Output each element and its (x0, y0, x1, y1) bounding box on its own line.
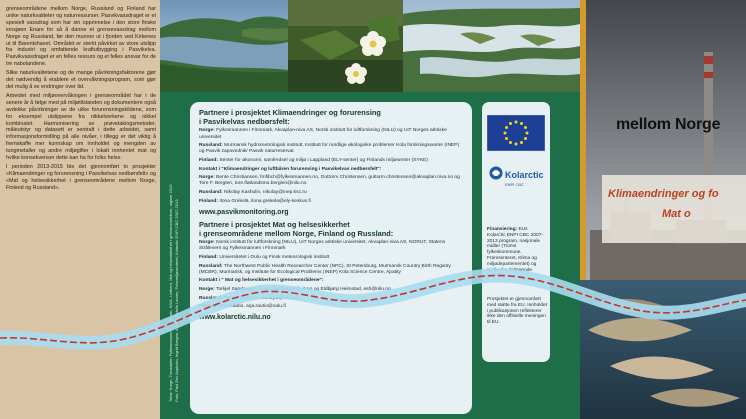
cover-panel (580, 0, 746, 419)
entry-text: Bente Christiansen, fmfibch@fylkesmannen.no, Guttorm Christensen, guttorm.christensen@akvaplan.niva.no og Tore F. Berglen, tore.flatlandsmo.berglen@nilu.no (199, 175, 460, 187)
project2-entry (199, 287, 464, 293)
funding-text (487, 227, 547, 279)
entry-label: Russland: (199, 295, 223, 301)
middle-partners-panel (160, 0, 580, 419)
project1-entry (199, 128, 464, 140)
pasvik-monitoring-link[interactable]: www.pasvikmonitoring.org (199, 208, 289, 216)
entry-label: Finland: (199, 198, 219, 204)
project1-entry (199, 143, 464, 155)
entry-label: Russland: (199, 263, 223, 269)
funding-body: EUs Kolarctic ENPI CBC 2007-2013 program, nasjonale midler (Troms fylkeskommune, Framsenteret, Klima og miljødepartementet) og midler fra deltagende partnere. (487, 227, 543, 279)
entry-label: Norge: (199, 240, 215, 246)
kolarctic-logo-subtext: ENPI CBC (505, 182, 524, 187)
project2-entry (199, 296, 464, 302)
entry-label: Russland: (199, 143, 223, 149)
entry-text: Torkjel Sandanger, torkjel.sandanger@uit.no og Eldbjørg Heimstad, esh@nilu.no (216, 286, 391, 292)
project2-entry (199, 255, 464, 261)
entry-label: Finland: (199, 157, 219, 163)
cloudberry-flowers-photo (288, 0, 403, 92)
project1-heading-line2: i Pasvikelvas nedbørsfelt: (199, 117, 290, 126)
intro-paragraph: grenseområdene mellom Norge, Russland og Finland har unike naturkvaliteter og naturressurser. Pasvikvassdraget er et spesielt vassdrag som har sin opprinnelse i den store finske innsjøen Enare for så å danne et grensevassdrag mellom Norge og Russland, før den munner ut i fjorden ved Kirkenes ut til Barentshavet. Området er sterkt påvirket av store utslipp fra industri og omfattende kraftutbygging i Pasvikelva. Pasvikvassdraget er en felles ressurs og et felles ansvar for de tre nabolandene. (6, 6, 156, 68)
credits-line-2: Foto: Paul Eric Aspholm, Ingrid Bergan, Anna Sundelin Larsen, Polarmiljøsenteret, Kolarctic ENPI CBC 2007-2013 (174, 199, 179, 402)
entry-text: Senter for økonomi, samferdsel og miljø i Lappland (ELY-senter) og Finlands miljøsenter (SYKE) (219, 157, 428, 163)
cover-subtitle-line2: Mat o (662, 208, 691, 220)
entry-text: The Northwest Public Health Researcher Center (NPC), St Petersburg, Murmansk Country Birth Registry (MCBR), Murmansk, og Institute for Ecological Problems (INEP) Kola Science Centre, Apatity (199, 263, 451, 275)
kolarctic-logo-text: Kolarctic (505, 170, 544, 180)
entry-label: Norge: (199, 286, 215, 292)
lake-valley-photo (160, 0, 288, 92)
project2-entry (199, 304, 464, 310)
project1-entry (199, 158, 464, 164)
funding-label: Finansiering: (487, 227, 518, 232)
credits-line-1: Tekst: Norge, Tronsdalen Fylkesmannen i Finnmark, NIVA, Unifront, Mat og helsesikkerhet i grenseområdene, utgiver 2015 (168, 184, 173, 402)
eu-flag-icon (487, 115, 545, 151)
entry-label: Norge: (199, 128, 215, 134)
project2-contact-heading (199, 278, 464, 284)
project1-entry (199, 199, 464, 205)
entry-text: Alexey Dudarev, alexey.d@inbox.ru (223, 295, 301, 301)
cover-subtitle-line1: Klimaendringer og fo (608, 188, 719, 200)
project1-entry (199, 175, 464, 187)
project2-heading (199, 220, 464, 238)
monitoring-paragraph: Slike naturkvalitetene og de mange påvirkningsfaktorene gjør det nødvendig å etablere et overvåkningsprogram, som gjør det mulig å se endringer over tid. (6, 70, 156, 90)
project1-entry (199, 190, 464, 196)
river-delta-photo (403, 0, 580, 92)
pollution-paragraph: Arbeidet med miljøovervåkingen i grenseområdet har i de senere år å følge med på miljøtilstanden og dokumentere også avdekke påvirkninger av de ulike forurensningskildene, som for eksempel utslippene fra nikkelverkene og nikkel kombinatet. Harmonisering av prøvetakingsmetoder, måleutstyr og datasett er sentralt i dette arbeidet, samt informasjonsformidling på alle nivåer, i tillegg er det viktig å fremskaffe mer kunnskap om innholdet og mengden av tungmetaller og andre miljøgifter i lokalt innhentet mat og hvilke konsekvenser dette kan ha for folks helse. (6, 92, 156, 162)
entry-label: Kontakt i " Mat og helsesikkerhet i grenseområdene": (199, 278, 324, 284)
entry-text: Universitetet i Oulu og Finsk meteorologisk institutt (219, 254, 330, 260)
entry-text: Nikolay Kashulin, nikolay@inep.ksc.ru (224, 189, 307, 195)
left-text-panel (0, 0, 160, 419)
project1-heading-line1: Partnere i prosjektet Klimaendringer og forurensing (199, 108, 381, 117)
funding-box (482, 102, 550, 362)
entry-text: Arja Rautio, arja.rautio@oulu.fi (219, 304, 286, 310)
kolarctic-logo-icon (487, 164, 545, 194)
cover-subtitle-band (602, 175, 746, 243)
vertical-credits (162, 102, 184, 402)
eu-disclaimer: Prosjektet er gjennomført med støtte fra EU. Innholdet i publikasjonen reflekterer ikke den offisielle meningen til EU. (487, 297, 547, 326)
entry-text: Norsk institutt for luftforskning (NILU), UiT Norges arktiske universitet, Akvaplan-niva AS, NORUT, Statens Strålevern og Fylkesmannen i Finnmark (199, 240, 446, 252)
entry-label: Russland: (199, 189, 223, 195)
entry-text: Ilona Grekelä, ilona.grekela@ely-keskus.fi (219, 198, 311, 204)
entry-label: Finland: (199, 304, 219, 310)
project2-heading-line1: Partnere i prosjektet Mat og helsesikkerhet (199, 219, 350, 229)
project2-heading-line2: i grenseområdene mellom Norge, Finland og Russland: (199, 228, 394, 238)
entry-label: Kontakt i "Klimaendringer og luftbåren forurensing i Pasvikelvas nedbørsfelt": (199, 166, 382, 172)
kolarctic-nilu-link[interactable]: www.kolarctic.nilu.no (199, 314, 271, 322)
entry-label: Norge: (199, 175, 215, 181)
cover-title: mellom Norge (616, 116, 721, 133)
landscape-photo-strip (160, 0, 580, 92)
project1-heading (199, 108, 464, 126)
projects-paragraph: I perioden 2013-2015 ble det gjennomført to prosjekter «Klimaendringer og forurensning i Pasvikelvas nedbørsfelt» og «Mat og helsesikkerhet i grenseområdene mellom Norge, Finland og Russland». (6, 163, 156, 191)
project2-entry (199, 264, 464, 276)
project1-contact-heading (199, 167, 464, 173)
partners-box (190, 102, 472, 414)
entry-text: Fylkesmannen i Finnmark, Akvaplan-niva AS, Norsk institutt for luftforskning (NILU) og UiT Norges arktiske universitet (199, 128, 447, 140)
project2-entry (199, 240, 464, 252)
entry-text: Murmansk hydrometrologisk institutt, Institutt for nordlige økologiske problemer Kola forskningssenter (INEP) og Pasvik zapovednik/ Pasvik naturreservat (199, 143, 460, 155)
entry-label: Finland: (199, 254, 219, 260)
